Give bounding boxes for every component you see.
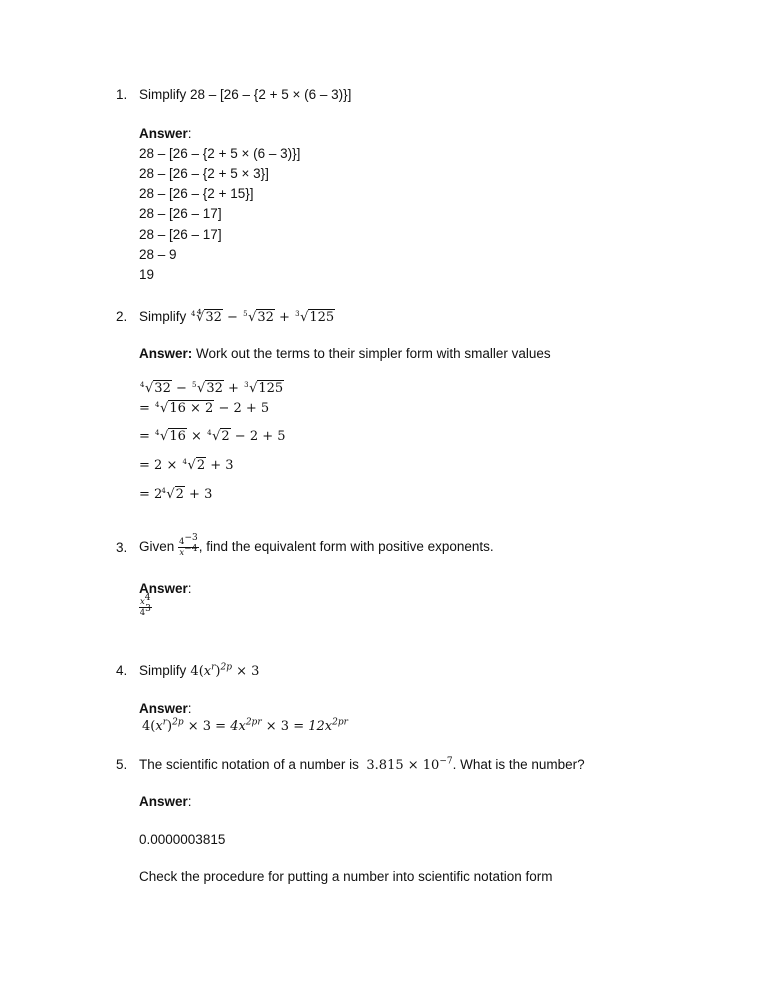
q5-number: 5. bbox=[116, 757, 128, 772]
q1-answer-label: Answer bbox=[139, 126, 188, 141]
q4-question: Simplify $4(x^r)^{2p} \times 3$ bbox=[139, 662, 260, 679]
q4-number: 4. bbox=[116, 663, 128, 678]
fifth-root-32: 5 √32 bbox=[243, 310, 274, 325]
q3-suffix: , find the equivalent form with positive exponents. bbox=[198, 539, 494, 554]
q1-step-5: 28 – [26 – 17] bbox=[139, 227, 222, 242]
q5-answer-heading: Answer: bbox=[139, 794, 192, 809]
q1-step-6: 28 – 9 bbox=[139, 247, 177, 262]
q2-work-3: = 4 √16 × 4 √2 − 2 + 5 bbox=[139, 429, 286, 444]
q1-question: Simplify 28 – [26 – {2 + 5 × (6 – 3)}] bbox=[139, 87, 352, 102]
q1-answer-heading: Answer: bbox=[139, 126, 192, 141]
q1-step-2: 28 – [26 – {2 + 5 × 3}] bbox=[139, 166, 269, 181]
q2-work-5: = 2 4 √2 + 3 bbox=[139, 487, 213, 502]
cube-root-125: 3 √125 bbox=[295, 310, 335, 325]
q5-question: The scientific notation of a number is $3.815 \times 10^{-7}$. What is the number? bbox=[139, 756, 585, 773]
q3-number: 3. bbox=[116, 540, 128, 555]
q2-work-2: = 4 √16 × 2 − 2 + 5 bbox=[139, 401, 270, 416]
q3-fraction: $\frac{4^{-3}}{x^{-4}}$ bbox=[179, 533, 198, 558]
q2-answer: Answer: Work out the terms to their simpler form with smaller values bbox=[139, 346, 551, 361]
q3-answer-fraction: $\frac{x^4}{4^3}$ bbox=[139, 593, 151, 618]
q2-number: 2. bbox=[116, 309, 128, 324]
q1-step-1: 28 – [26 – {2 + 5 × (6 – 3)}] bbox=[139, 146, 301, 161]
q1-number: 1. bbox=[116, 87, 128, 102]
q2-expression: 4 ∜32 − 5 √32 + 3 √125 bbox=[191, 310, 335, 325]
q2-work-4: = 2 × 4 √2 + 3 bbox=[139, 458, 234, 473]
q4-answer-expression: $4(x^r)^{2p} \times 3 = 4x^{2pr} \times 3 = 12x^{2pr}$ bbox=[142, 717, 348, 734]
q5-note: Check the procedure for putting a number into scientific notation form bbox=[139, 869, 553, 884]
q2-question bbox=[139, 308, 335, 327]
q3-prefix: Given bbox=[139, 539, 175, 554]
q1-step-4: 28 – [26 – 17] bbox=[139, 206, 222, 221]
q2-work-1: 4 √32 − 5 √32 + 3 √125 bbox=[140, 381, 284, 396]
q4-answer-heading: Answer: bbox=[139, 701, 192, 716]
q5-answer-value: 0.0000003815 bbox=[139, 832, 226, 847]
q3-answer-heading: Answer: bbox=[139, 581, 192, 596]
fourth-root-32: 4 ∜32 bbox=[191, 310, 222, 325]
q1-step-3: 28 – [26 – {2 + 15}] bbox=[139, 186, 254, 201]
q1-step-7: 19 bbox=[139, 267, 155, 282]
q3-question bbox=[139, 532, 494, 562]
q2-prefix: Simplify bbox=[139, 309, 187, 324]
